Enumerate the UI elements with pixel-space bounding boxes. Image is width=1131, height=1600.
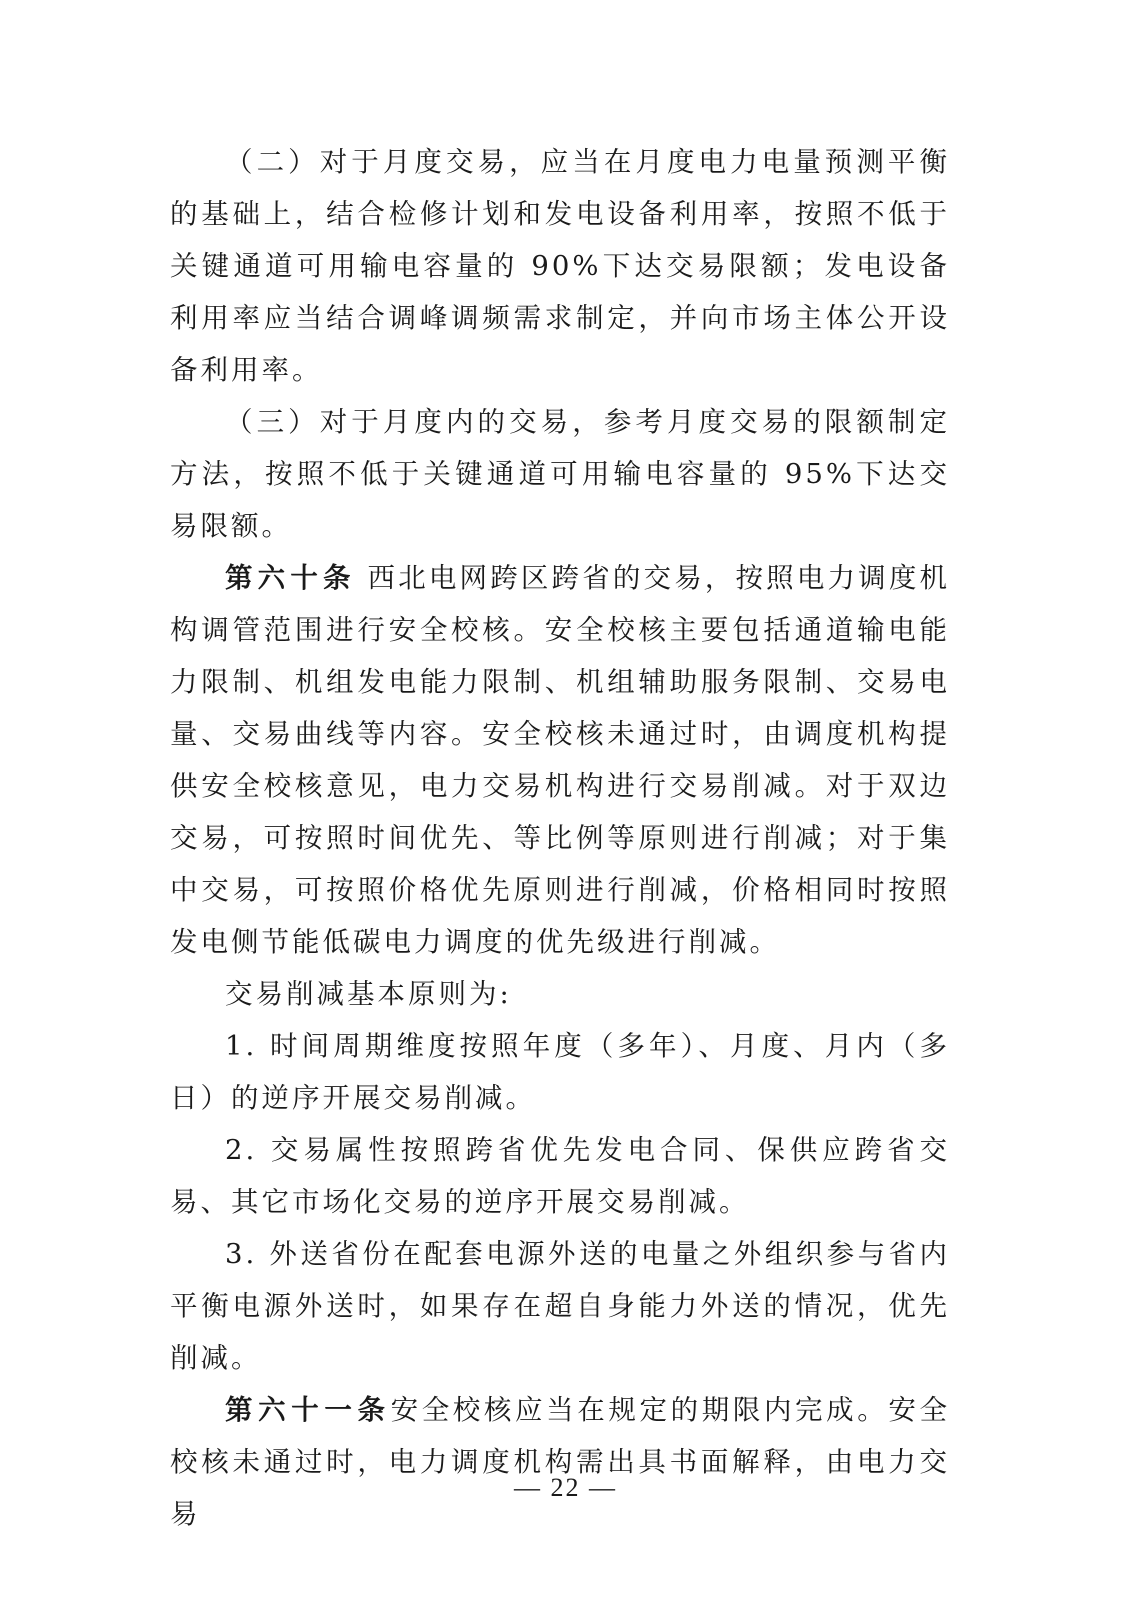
list-item: 1. 时间周期维度按照年度（多年）、月度、月内（多日）的逆序开展交易削减。 xyxy=(170,1030,950,1114)
article-60: 第六十条 西北电网跨区跨省的交易，按照电力调度机构调管范围进行安全校核。安全校核主要包括通道输电能力限制、机组发电能力限制、机组辅助服务限制、交易电量、交易曲线等内容。安全校核未通过时，由调度机构提供安全校核意见，电力交易机构进行交易削减。对于双边交易，可按照时间优先、等比例等原则进行削减；对于集中交易，可按照价格优先原则进行削减，价格相同时按照发电侧节能低碳电力调度的优先级进行削减。 xyxy=(170,562,950,958)
paragraph: （三）对于月度内的交易，参考月度交易的限额制定方法，按照不低于关键通道可用输电容量的 95%下达交易限额。 xyxy=(170,406,950,542)
article-heading: 第六十条 xyxy=(225,562,356,594)
page-number: — 22 — xyxy=(514,1473,617,1502)
article-61: 第六十一条安全校核应当在规定的期限内完成。安全校核未通过时，电力调度机构需出具书面解释，由电力交易 xyxy=(170,1394,951,1530)
paragraph: 交易削减基本原则为: xyxy=(225,978,512,1010)
paragraph: （二）对于月度交易，应当在月度电力电量预测平衡的基础上，结合检修计划和发电设备利用率，按照不低于关键通道可用输电容量的 90%下达交易限额；发电设备利用率应当结合调峰调频需求制定，并向市场主体公开设备利用率。 xyxy=(170,146,950,386)
list-item: 2. 交易属性按照跨省优先发电合同、保供应跨省交易、其它市场化交易的逆序开展交易削减。 xyxy=(170,1134,950,1218)
document-body xyxy=(170,136,950,1540)
article-heading: 第六十一条 xyxy=(225,1394,391,1426)
list-item: 3. 外送省份在配套电源外送的电量之外组织参与省内平衡电源外送时，如果存在超自身能力外送的情况，优先削减。 xyxy=(170,1238,950,1374)
